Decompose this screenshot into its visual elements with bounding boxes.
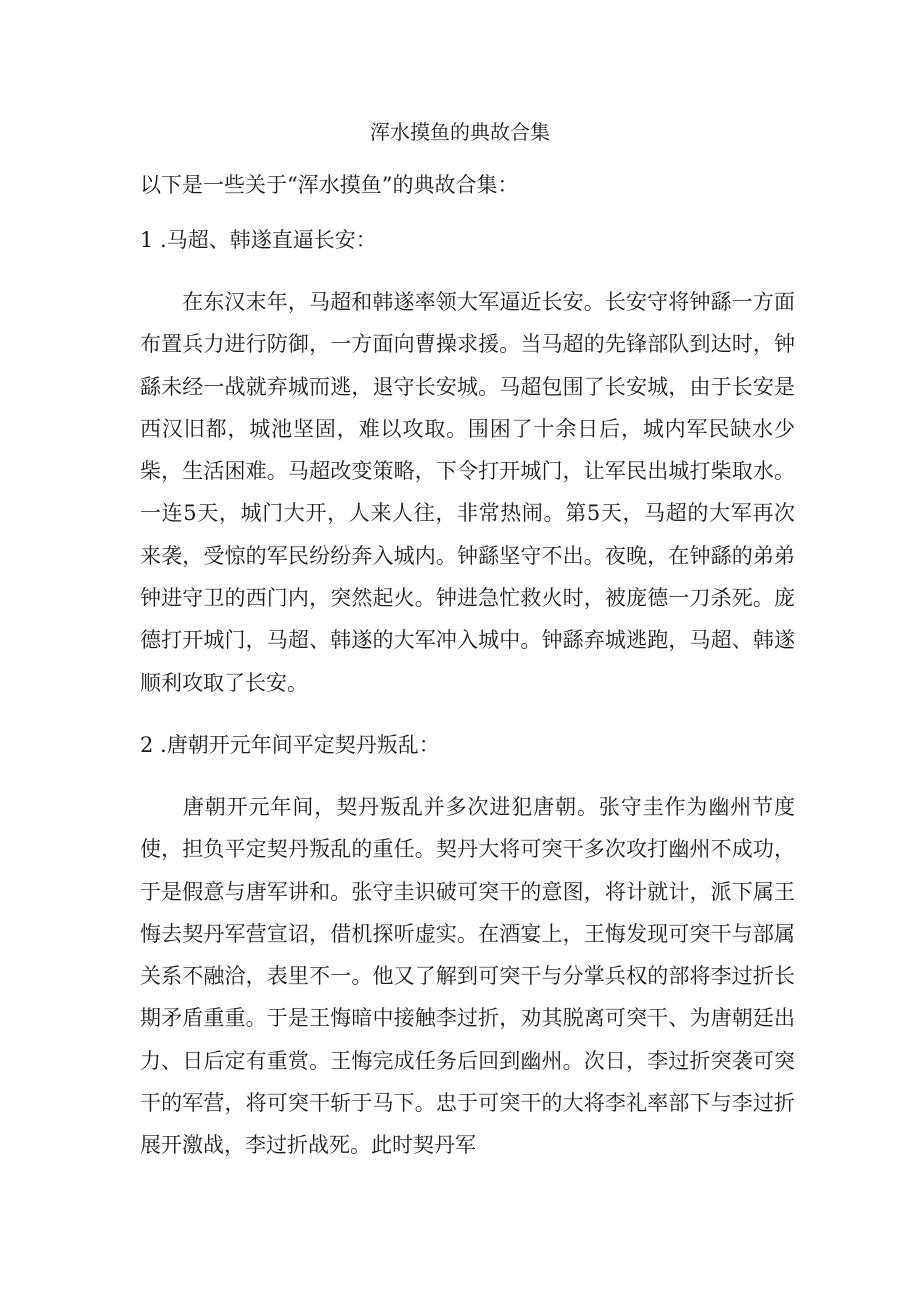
section-2-paragraph-text: 唐朝开元年间，契丹叛乱并多次进犯唐朝。张守圭作为幽州节度使，担负平定契丹叛乱的重任。契丹大将可突干多次攻打幽州不成功，于是假意与唐军讲和。张守圭识破可突干的意图，将计就计，派下属王悔去契丹军营宣诏，借机探听虚实。在酒宴上，王悔发现可突干与部属关系不融洽，表里不一。他又了解到可突干与分掌兵权的部将李过折长期矛盾重重。于是王悔暗中接触李过折，劝其脱离可突干、为唐朝廷出力、日后定有重赏。王悔完成任务后回到幽州。次日，李过折突袭可突干的军营，将可突干斩于马下。忠于可突干的大将李礼率部下与李过折展开激战，李过折战死。此时契丹军 [140, 795, 795, 1158]
section-1-paragraph [140, 281, 795, 704]
document-title: 浑水摸鱼的典故合集 [370, 120, 550, 144]
section-2-paragraph [140, 786, 795, 1167]
section-2-heading: 2 .唐朝开元年间平定契丹叛乱： [140, 733, 440, 757]
intro-text: 以下是一些关于“浑水摸鱼”的典故合集： [140, 173, 519, 197]
section-1-heading: 1 .马超、韩遂直逼长安： [140, 228, 377, 252]
section-1-paragraph-text: 在东汉末年，马超和韩遂率领大军逼近长安。长安守将钟繇一方面布置兵力进行防御，一方面向曹操求援。当马超的先锋部队到达时，钟繇未经一战就弃城而逃，退守长安城。马超包围了长安城，由于长安是西汉旧都，城池坚固，难以攻取。围困了十余日后，城内军民缺水少柴，生活困难。马超改变策略，下令打开城门，让军民出城打柴取水。一连5天，城门大开，人来人往，非常热闹。第5天，马超的大军再次来袭，受惊的军民纷纷奔入城内。钟繇坚守不出。夜晚，在钟繇的弟弟钟进守卫的西门内，突然起火。钟进急忙救火时，被庞德一刀杀死。庞德打开城门，马超、韩遂的大军冲入城中。钟繇弃城逃跑，马超、韩遂顺利攻取了长安。 [140, 290, 795, 695]
